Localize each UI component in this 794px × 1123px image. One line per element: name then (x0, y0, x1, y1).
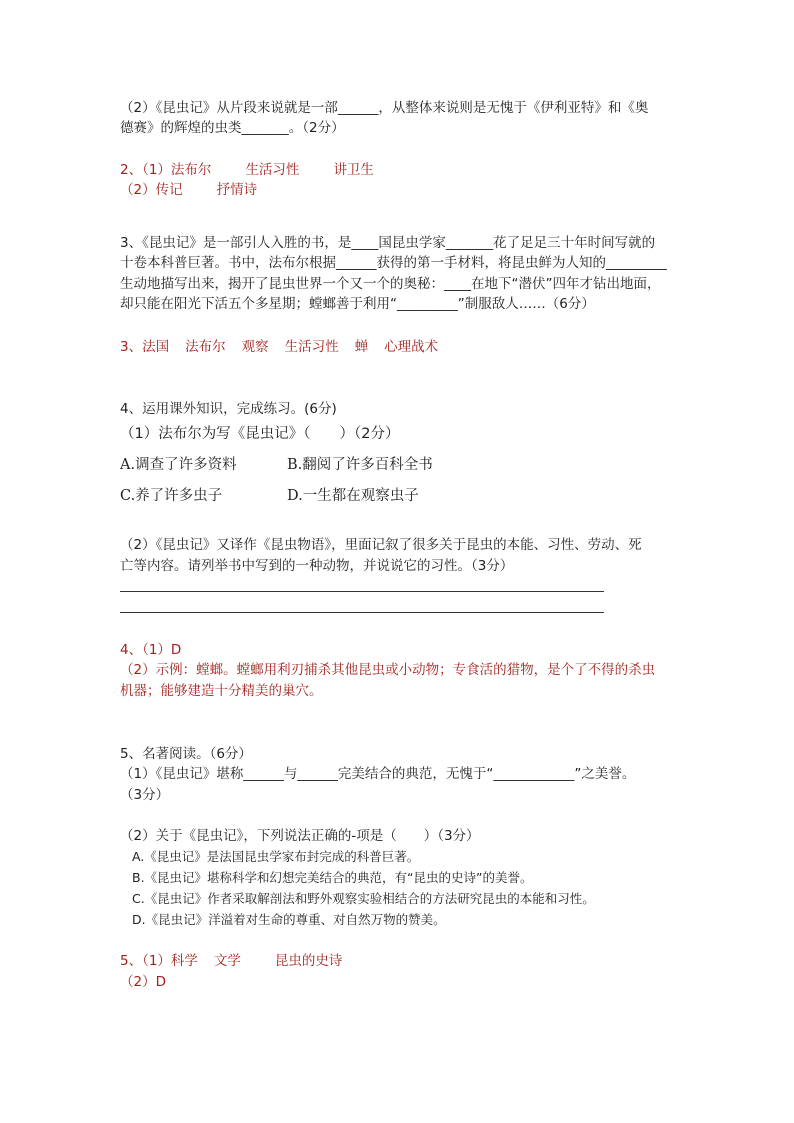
answer-2-item: （2）传记 (120, 182, 183, 198)
q4-option-a: A.调查了许多资料 (120, 457, 237, 473)
answer-4-line2: （2）示例：螳螂。螳螂用利刃捕杀其他昆虫或小动物；专食活的猎物，是个了不得的杀虫 (120, 662, 656, 678)
q3-line2: 十卷本科普巨著。书中，法布尔根据______获得的第一手材料，将昆虫鲜为人知的_________ (120, 255, 667, 271)
answer-3-item: 生活习性 (284, 339, 339, 355)
q5-part1-line2: （3分） (120, 787, 170, 803)
q5-option-d: D.《昆虫记》洋溢着对生命的尊重、对自然万物的赞美。 (132, 912, 446, 927)
q5-option-c: C.《昆虫记》作者采取解剖法和野外观察实验相结合的方法研究昆虫的本能和习性。 (132, 891, 595, 906)
answer-5-line2: （2）D (120, 974, 166, 990)
q2-part2-line2: 德赛》的辉煌的虫类_______。（2分） (120, 120, 345, 136)
q5-part2-stem: （2）关于《昆虫记》，下列说法正确的-项是（ ）（3分） (120, 828, 480, 844)
answer-5-item: 昆虫的史诗 (274, 953, 343, 969)
answer-3-item: 3、法国 (120, 339, 170, 355)
answer-3 (120, 337, 438, 357)
answer-2-item: 2、（1）法布尔 (120, 162, 212, 178)
answer-blank-line (120, 591, 604, 592)
q4-part2-line2: 亡等内容。请列举书中写到的一种动物，并说说它的习性。（3分） (120, 558, 514, 574)
q4-intro: 4、运用课外知识，完成练习。(6分) (120, 401, 337, 417)
q3-line4: 却只能在阳光下活五个多星期；螳螂善于利用“_________”制服敌人……（6分） (120, 296, 595, 312)
q5-option-b: B.《昆虫记》堪称科学和幻想完美结合的典范，有“昆虫的史诗”的美誉。 (132, 870, 533, 885)
q4-option-b: B.翻阅了许多百科全书 (287, 457, 433, 473)
answer-2-line2 (120, 180, 257, 200)
answer-5-item: 文学 (213, 953, 241, 969)
answer-4-line1: 4、（1）D (120, 642, 182, 658)
answer-2-item: 讲卫生 (333, 162, 374, 178)
q3-line3: 生动地描写出来，揭开了昆虫世界一个又一个的奥秘：____在地下“潜伏”四年才钻出地面， (120, 276, 661, 292)
q5-intro: 5、名著阅读。（6分） (120, 746, 252, 762)
q3-line1: 3、《昆虫记》是一部引人入胜的书，是____国昆虫学家_______花了足足三十年时间写就的 (120, 235, 656, 251)
q4-option-d: D.一生都在观察虫子 (287, 488, 419, 504)
answer-4-line3: 机器；能够建造十分精美的巢穴。 (120, 683, 323, 699)
answer-2-line1 (120, 160, 374, 180)
answer-5-item: 5、（1）科学 (120, 953, 198, 969)
answer-blank-line (120, 612, 604, 613)
q5-option-a: A.《昆虫记》是法国昆虫学家布封完成的科普巨著。 (132, 849, 420, 864)
answer-3-item: 观察 (241, 339, 269, 355)
answer-3-item: 心理战术 (384, 339, 439, 355)
answer-3-item: 法布尔 (185, 339, 226, 355)
answer-5-line1 (120, 951, 342, 971)
q5-part1-line1: （1）《昆虫记》堪称______与______完美结合的典范，无愧于“____________”之美誉。 (120, 766, 636, 782)
answer-2-item: 生活习性 (245, 162, 300, 178)
q4-part1-stem: （1）法布尔为写《昆虫记》（ ）（2分） (120, 426, 400, 442)
q2-part2-line1: （2）《昆虫记》从片段来说就是一部______，从整体来说则是无愧于《伊利亚特》和《奥 (120, 100, 649, 116)
answer-3-item: 蝉 (354, 339, 369, 355)
answer-2-item: 抒情诗 (216, 182, 258, 198)
q4-option-c: C.养了许多虫子 (120, 488, 223, 504)
q4-part2-line1: （2）《昆虫记》又译作《昆虫物语》，里面记叙了很多关于昆虫的本能、习性、劳动、死 (120, 537, 642, 553)
